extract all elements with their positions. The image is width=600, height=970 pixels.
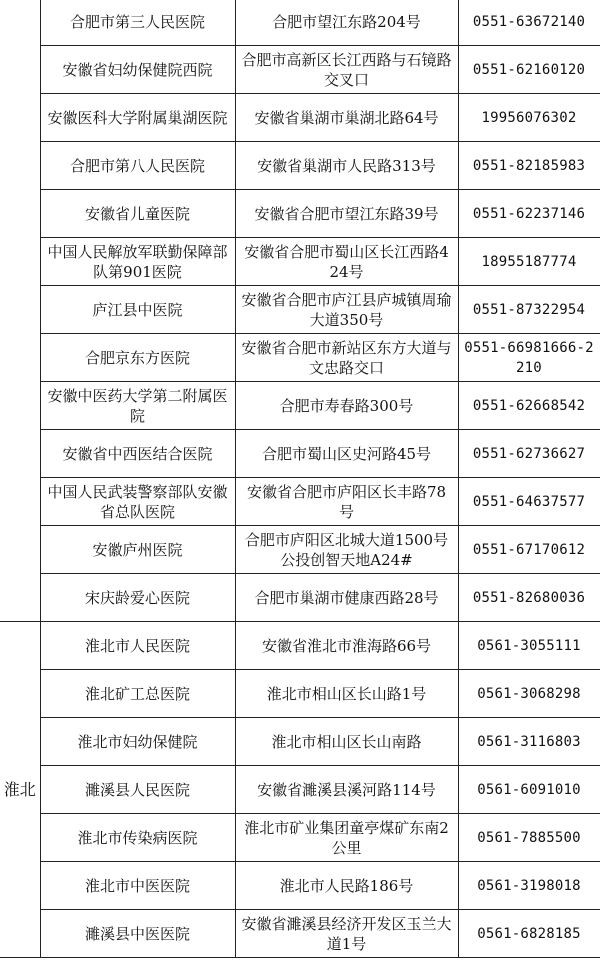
hospital-phone: 0561-3116803 <box>458 718 600 766</box>
hospital-row <box>0 574 600 622</box>
hospital-name: 淮北市传染病医院 <box>40 814 235 862</box>
hospital-row <box>0 526 600 574</box>
hospital-row <box>0 334 600 382</box>
hospital-name: 安徽省中西医结合医院 <box>40 430 235 478</box>
hospital-row <box>0 670 600 718</box>
hospital-name: 合肥京东方医院 <box>40 334 235 382</box>
hospital-name: 淮北市中医医院 <box>40 862 235 910</box>
hospital-row <box>0 286 600 334</box>
hospital-name: 淮北矿工总医院 <box>40 670 235 718</box>
hospital-address: 淮北市矿业集团童亭煤矿东南2公里 <box>235 814 458 862</box>
hospital-name: 中国人民解放军联勤保障部队第901医院 <box>40 238 235 286</box>
hospital-address: 合肥市寿春路300号 <box>235 382 458 430</box>
hospital-address: 安徽省濉溪县溪河路114号 <box>235 766 458 814</box>
hospital-row <box>0 478 600 526</box>
hospital-name: 安徽医科大学附属巢湖医院 <box>40 94 235 142</box>
hospital-phone: 0561-3068298 <box>458 670 600 718</box>
hospital-row <box>0 46 600 94</box>
hospital-row <box>0 766 600 814</box>
hospital-phone: 18955187774 <box>458 238 600 286</box>
hospital-address: 安徽省巢湖市人民路313号 <box>235 142 458 190</box>
hospital-row <box>0 238 600 286</box>
hospital-name: 安徽省儿童医院 <box>40 190 235 238</box>
hospital-phone: 0561-3055111 <box>458 622 600 670</box>
hospital-row <box>0 142 600 190</box>
hospital-phone: 0561-3198018 <box>458 862 600 910</box>
hospital-name: 庐江县中医院 <box>40 286 235 334</box>
hospital-phone: 0551-63672140 <box>458 0 600 46</box>
hospital-phone: 0561-6091010 <box>458 766 600 814</box>
hospital-name: 淮北市妇幼保健院 <box>40 718 235 766</box>
hospital-phone: 0551-64637577 <box>458 478 600 526</box>
hospital-address: 安徽省淮北市淮海路66号 <box>235 622 458 670</box>
hospital-name: 安徽省妇幼保健院西院 <box>40 46 235 94</box>
hospital-phone: 0551-62736627 <box>458 430 600 478</box>
hospital-phone: 0551-66981666-2210 <box>458 334 600 382</box>
hospital-address: 淮北市相山区长山南路 <box>235 718 458 766</box>
hospital-row <box>0 382 600 430</box>
hospital-row <box>0 862 600 910</box>
hospital-address: 安徽省合肥市庐阳区长丰路78号 <box>235 478 458 526</box>
hospital-name: 濉溪县人民医院 <box>40 766 235 814</box>
hospital-address: 安徽省合肥市望江东路39号 <box>235 190 458 238</box>
hospital-address: 合肥市蜀山区史河路45号 <box>235 430 458 478</box>
hospital-name: 濉溪县中医医院 <box>40 910 235 958</box>
hospital-phone: 19956076302 <box>458 94 600 142</box>
hospital-address: 淮北市相山区长山路1号 <box>235 670 458 718</box>
hospital-row <box>0 94 600 142</box>
hospital-phone: 0551-62160120 <box>458 46 600 94</box>
hospital-phone: 0551-82680036 <box>458 574 600 622</box>
hospital-address: 安徽省濉溪县经济开发区玉兰大道1号 <box>235 910 458 958</box>
hospital-row <box>0 0 600 46</box>
hospital-address: 合肥市巢湖市健康西路28号 <box>235 574 458 622</box>
hospital-row <box>0 430 600 478</box>
hospital-name: 安徽中医药大学第二附属医院 <box>40 382 235 430</box>
hospital-phone: 0551-62237146 <box>458 190 600 238</box>
hospital-name: 安徽庐州医院 <box>40 526 235 574</box>
hospital-phone: 0561-7885500 <box>458 814 600 862</box>
hospital-row <box>0 910 600 958</box>
hospital-name: 合肥市第三人民医院 <box>40 0 235 46</box>
hospital-address: 安徽省合肥市庐江县庐城镇周瑜大道350号 <box>235 286 458 334</box>
hospital-name: 中国人民武装警察部队安徽省总队医院 <box>40 478 235 526</box>
hospital-row <box>0 622 600 670</box>
hospital-name: 合肥市第八人民医院 <box>40 142 235 190</box>
hospital-address: 合肥市庐阳区北城大道1500号公投创智天地A24# <box>235 526 458 574</box>
hospital-phone: 0551-87322954 <box>458 286 600 334</box>
hospital-name: 宋庆龄爱心医院 <box>40 574 235 622</box>
hospital-row <box>0 190 600 238</box>
hospital-address: 安徽省合肥市新站区东方大道与文忠路交口 <box>235 334 458 382</box>
hospital-address: 淮北市人民路186号 <box>235 862 458 910</box>
hospital-name: 淮北市人民医院 <box>40 622 235 670</box>
hospital-phone: 0551-62668542 <box>458 382 600 430</box>
hospital-phone: 0551-82185983 <box>458 142 600 190</box>
hospital-address: 合肥市望江东路204号 <box>235 0 458 46</box>
hospital-phone: 0561-6828185 <box>458 910 600 958</box>
region-cell: 淮北 <box>0 622 40 958</box>
region-cell <box>0 0 40 622</box>
hospital-address: 安徽省巢湖市巢湖北路64号 <box>235 94 458 142</box>
hospital-address: 安徽省合肥市蜀山区长江西路424号 <box>235 238 458 286</box>
hospital-row <box>0 718 600 766</box>
hospital-phone: 0551-67170612 <box>458 526 600 574</box>
hospital-row <box>0 814 600 862</box>
hospital-address: 合肥市高新区长江西路与石镜路交叉口 <box>235 46 458 94</box>
